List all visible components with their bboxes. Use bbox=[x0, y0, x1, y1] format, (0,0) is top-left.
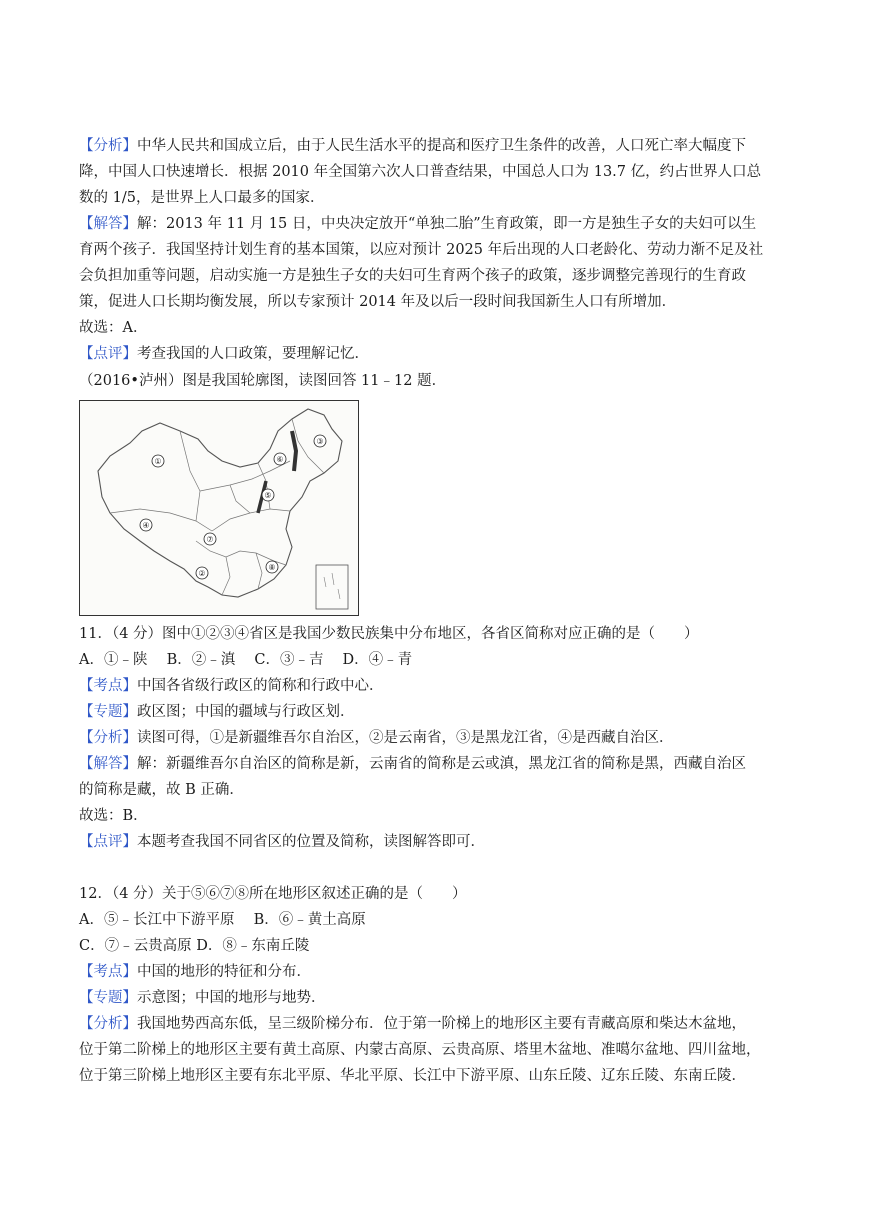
q12-options: C．⑦﹣云贵高原 D．⑧﹣东南丘陵 bbox=[79, 938, 310, 954]
marker-8-label: ⑧ bbox=[268, 563, 276, 572]
zhuanti-tag: 【专题】 bbox=[79, 704, 137, 720]
answer-line: 育两个孩子．我国坚持计划生育的基本国策，以应对预计 2025 年后出现的人口老龄化、劳动力渐不足及社 bbox=[79, 242, 764, 258]
answer-tag: 【解答】 bbox=[79, 756, 137, 772]
province-border bbox=[256, 553, 262, 589]
province-border bbox=[212, 509, 290, 531]
analysis-line: 数的 1/5，是世界上人口最多的国家． bbox=[79, 190, 325, 206]
q11-stem: 11．（4 分）图中①②③④省区是我国少数民族集中分布地区，各省区简称对应正确的是（ ） bbox=[79, 626, 699, 642]
province-border bbox=[230, 485, 250, 513]
analysis-line: 【分析】中华人民共和国成立后，由于人民生活水平的提高和医疗卫生条件的改善，人口死亡率大幅度下 bbox=[79, 138, 746, 154]
q12-stem: 12．（4 分）关于⑤⑥⑦⑧所在地形区叙述正确的是（ ） bbox=[79, 886, 467, 902]
china-outline bbox=[98, 409, 342, 597]
china-outline-map bbox=[79, 400, 359, 616]
question-intro: （2016•泸州）图是我国轮廓图，读图回答 11﹣12 题． bbox=[79, 373, 447, 389]
marker-1 bbox=[152, 455, 164, 467]
answer-line: 策，促进人口长期均衡发展，所以专家预计 2014 年及以后一段时间我国新生人口有所增加． bbox=[79, 294, 677, 310]
marker-1-label: ① bbox=[154, 457, 162, 466]
marker-5-label: ⑤ bbox=[264, 491, 272, 500]
q11-answer: 【解答】解：新疆维吾尔自治区的简称是新，云南省的简称是云或滇，黑龙江省的简称是黑，西藏自治区 bbox=[79, 756, 746, 772]
kaodian-tag: 【考点】 bbox=[79, 964, 137, 980]
marker-2-label: ② bbox=[198, 569, 206, 578]
province-border bbox=[180, 431, 200, 521]
analysis-line: 降，中国人口快速增长．根据 2010 年全国第六次人口普查结果，中国总人口为 13.7 亿，约占世界人口总 bbox=[79, 164, 762, 180]
q11-options: A．①﹣陕 B．②﹣滇 C．③﹣吉 D．④﹣青 bbox=[79, 652, 413, 668]
q12-kaodian: 【考点】中国的地形的特征和分布． bbox=[79, 964, 311, 980]
province-border bbox=[222, 557, 230, 595]
q11-zhuanti: 【专题】政区图；中国的疆域与行政区划． bbox=[79, 704, 355, 720]
analysis-tag: 【分析】 bbox=[79, 138, 137, 154]
answer-tag: 【解答】 bbox=[79, 216, 137, 232]
comment-line: 【点评】考查我国的人口政策，要理解记忆． bbox=[79, 346, 369, 362]
q11-comment: 【点评】本题考查我国不同省区的位置及简称，读图解答即可． bbox=[79, 834, 485, 850]
marker-3-label: ③ bbox=[316, 437, 324, 446]
q11-kaodian: 【考点】中国各省级行政区的简称和行政中心． bbox=[79, 678, 384, 694]
q11-analysis: 【分析】读图可得，①是新疆维吾尔自治区，②是云南省，③是黑龙江省，④是西藏自治区． bbox=[79, 730, 674, 746]
q11-answer: 的简称是藏，故 B 正确． bbox=[79, 782, 244, 798]
mountain-range bbox=[292, 431, 296, 471]
zhuanti-tag: 【专题】 bbox=[79, 990, 137, 1006]
choice-line: 故选：A． bbox=[79, 320, 148, 336]
marker-7 bbox=[204, 533, 216, 545]
marker-7-label: ⑦ bbox=[206, 535, 214, 544]
analysis-tag: 【分析】 bbox=[79, 730, 137, 746]
island-dots bbox=[324, 573, 340, 599]
marker-6-label: ⑥ bbox=[276, 455, 284, 464]
marker-5 bbox=[262, 489, 274, 501]
q11-choice: 故选：B． bbox=[79, 808, 148, 824]
marker-8 bbox=[266, 561, 278, 573]
q12-analysis: 【分析】我国地势西高东低，呈三级阶梯分布．位于第一阶梯上的地形区主要有青藏高原和柴达木盆地， bbox=[79, 1016, 746, 1032]
q12-analysis: 位于第三阶梯上地形区主要有东北平原、华北平原、长江中下游平原、山东丘陵、辽东丘陵、东南丘陵． bbox=[79, 1068, 746, 1084]
kaodian-tag: 【考点】 bbox=[79, 678, 137, 694]
marker-3 bbox=[314, 435, 326, 447]
marker-4 bbox=[140, 519, 152, 531]
marker-2 bbox=[196, 567, 208, 579]
comment-tag: 【点评】 bbox=[79, 346, 137, 362]
marker-6 bbox=[274, 453, 286, 465]
q12-zhuanti: 【专题】示意图；中国的地形与地势． bbox=[79, 990, 326, 1006]
comment-tag: 【点评】 bbox=[79, 834, 137, 850]
province-border bbox=[110, 509, 212, 531]
south-china-sea-inset bbox=[316, 565, 348, 609]
q12-analysis: 位于第二阶梯上的地形区主要有黄土高原、内蒙古高原、云贵高原、塔里木盆地、准噶尔盆地、四川盆地， bbox=[79, 1042, 761, 1058]
answer-line: 会负担加重等问题，启动实施一方是独生子女的夫妇可生育两个孩子的政策，逐步调整完善现行的生育政 bbox=[79, 268, 746, 284]
answer-line: 【解答】解：2013 年 11 月 15 日，中央决定放开“单独二胎”生育政策，即一方是独生子女的夫妇可以生 bbox=[79, 216, 757, 232]
china-map-svg bbox=[80, 401, 358, 615]
q12-options: A．⑤﹣长江中下游平原 B．⑥﹣黄土高原 bbox=[79, 912, 366, 928]
marker-4-label: ④ bbox=[142, 521, 150, 530]
analysis-tag: 【分析】 bbox=[79, 1016, 137, 1032]
